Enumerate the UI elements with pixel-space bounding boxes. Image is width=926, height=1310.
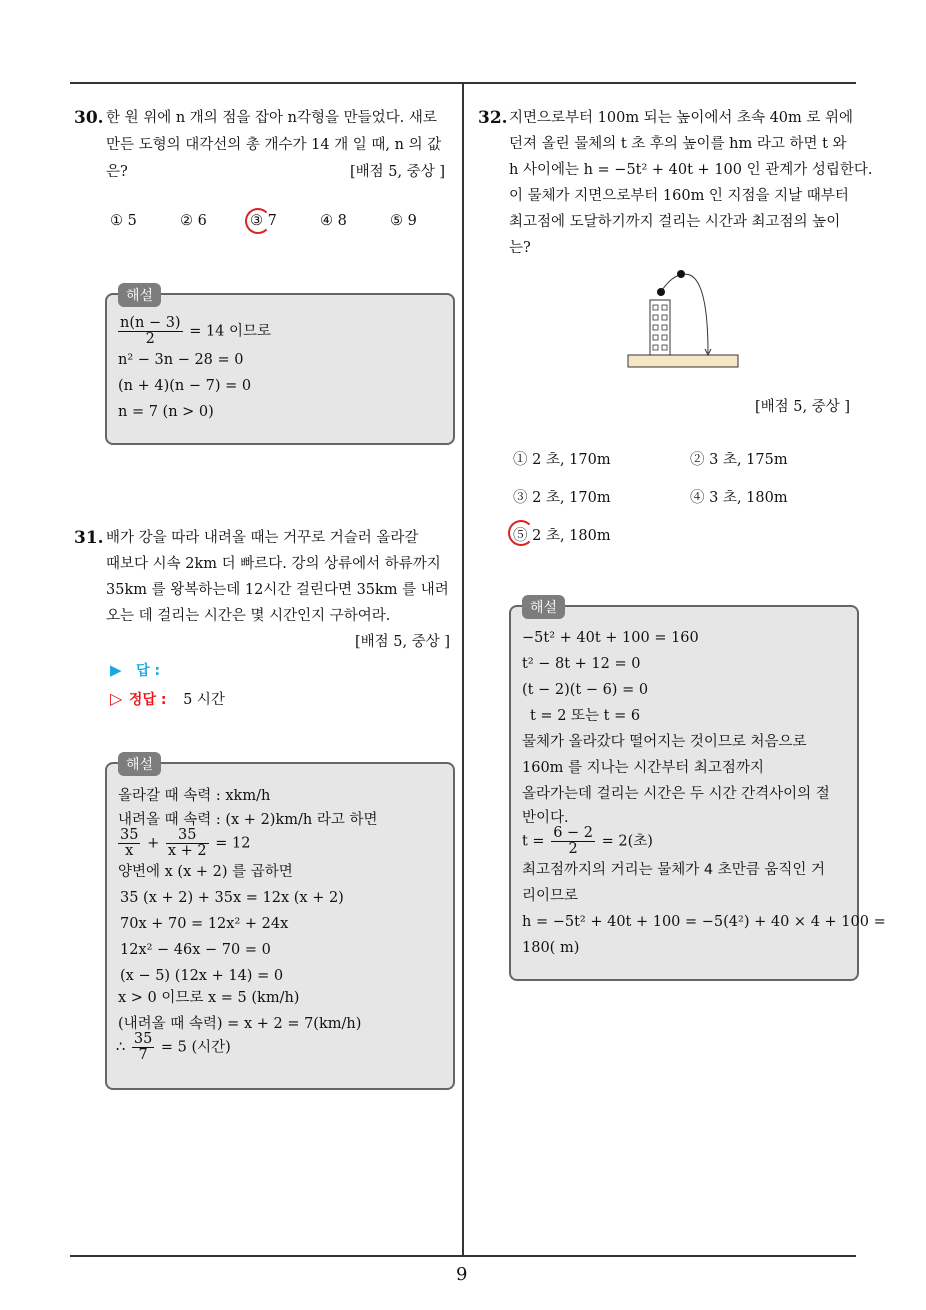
solution-line: t = 2 또는 t = 6 xyxy=(530,708,641,724)
solution-line: t = $\frac{6 - 2}{2}$ = 2(초) xyxy=(522,825,653,857)
solution-line: 반이다. xyxy=(522,810,569,826)
question-text: 오는 데 걸리는 시간은 몇 시간인지 구하여라. xyxy=(106,608,391,624)
question-number: 30. xyxy=(74,108,104,128)
fraction: $\frac{35}{x + 2}$ xyxy=(167,827,207,859)
question-meta: [배점 5, 중상 ] xyxy=(755,399,851,415)
solution-tag: 해설 xyxy=(118,283,161,307)
question-text: 는? xyxy=(509,240,531,256)
question-text: 지면으로부터 100m 되는 높이에서 초속 40m 로 위에 xyxy=(509,110,854,126)
question-text: 배가 강을 따라 내려올 때는 거꾸로 거슬러 올라갈 xyxy=(106,530,419,546)
solution-line: −5t² + 40t + 100 = 160 xyxy=(522,630,699,646)
fraction: $\frac{35}{x}$ xyxy=(120,827,139,859)
solution-line: 양변에 x (x + 2) 를 곱하면 xyxy=(118,864,293,880)
solution-line: 내려올 때 속력 : (x + 2)km/h 라고 하면 xyxy=(118,812,378,828)
solution-line: 35 (x + 2) + 35x = 12x (x + 2) xyxy=(120,890,344,906)
question-meta: [배점 5, 중상 ] xyxy=(350,164,446,180)
bottom-rule xyxy=(70,1255,856,1257)
question-text: 때보다 시속 2km 더 빠르다. 강의 상류에서 하류까지 xyxy=(106,556,441,572)
solution-line: 리이므로 xyxy=(522,888,579,904)
question-text: 이 물체가 지면으로부터 160m 인 지점을 지날 때부터 xyxy=(509,188,849,204)
solution-line: 12x² − 46x − 70 = 0 xyxy=(120,942,271,958)
answer-label: 답 : xyxy=(136,663,161,679)
solution-line: 물체가 올라갔다 떨어지는 것이므로 처음으로 xyxy=(522,734,807,750)
choice[interactable]: ④ 8 xyxy=(320,213,347,229)
solution-line: (내려올 때 속력) = x + 2 = 7(km/h) xyxy=(118,1016,362,1032)
fraction: $\frac{6 - 2}{2}$ xyxy=(553,825,594,857)
answer-row xyxy=(110,660,160,680)
solution-tag: 해설 xyxy=(118,752,161,776)
solution-line: t² − 8t + 12 = 0 xyxy=(522,656,641,672)
solution-line: h = −5t² + 40t + 100 = −5(4²) + 40 × 4 + 100 = xyxy=(522,914,886,930)
solution-line: n² − 3n − 28 = 0 xyxy=(118,352,244,368)
question-text: 던져 올린 물체의 t 초 후의 높이를 hm 라고 하면 t 와 xyxy=(509,136,847,152)
choice[interactable]: ⑤ 9 xyxy=(390,213,417,229)
solution-line: $\frac{35}{x}$ + $\frac{35}{x + 2}$ = 12 xyxy=(120,827,251,859)
fraction: $\frac{35}{7}$ xyxy=(133,1031,153,1063)
question-text: 은? xyxy=(106,164,128,180)
solution-line: x > 0 이므로 x = 5 (km/h) xyxy=(118,990,300,1006)
choice[interactable]: ④ 3 초, 180m xyxy=(690,490,788,506)
question-text: 만든 도형의 대각선의 총 개수가 14 개 일 때, n 의 값 xyxy=(106,137,442,153)
solution-line: (n + 4)(n − 7) = 0 xyxy=(118,378,252,394)
building-trajectory-figure xyxy=(620,265,750,375)
question-text: 한 원 위에 n 개의 점을 잡아 n각형을 만들었다. 새로 xyxy=(106,110,437,126)
solution-tag: 해설 xyxy=(522,595,565,619)
solution-line: n = 7 (n > 0) xyxy=(118,404,214,420)
question-number: 31. xyxy=(74,528,104,548)
answer-mark-circle xyxy=(245,208,271,234)
play-icon: ▶ xyxy=(110,661,122,679)
solution-line: 180( m) xyxy=(522,940,580,956)
choice[interactable]: ⑤ 2 초, 180m xyxy=(513,528,611,544)
choice[interactable]: ① 5 xyxy=(110,213,137,229)
fraction: $\frac{n(n - 3)}{2}$ xyxy=(120,315,181,347)
choice[interactable]: ② 3 초, 175m xyxy=(690,452,788,468)
ground xyxy=(628,355,738,367)
solution-line: 70x + 70 = 12x² + 24x xyxy=(120,916,289,932)
solution-line: (t − 2)(t − 6) = 0 xyxy=(522,682,649,698)
solution-line: $\frac{n(n - 3)}{2}$ = 14 이므로 xyxy=(120,315,272,347)
correct-value: 5 시간 xyxy=(183,692,225,708)
answer-mark-circle xyxy=(508,520,534,546)
page-number: 9 xyxy=(456,1264,468,1285)
question-number: 32. xyxy=(478,108,508,128)
choice[interactable]: ① 2 초, 170m xyxy=(513,452,611,468)
choice[interactable]: ② 6 xyxy=(180,213,207,229)
solution-line: ∴ $\frac{35}{7}$ = 5 (시간) xyxy=(116,1031,231,1063)
ball xyxy=(677,270,685,278)
question-text: 35km 를 왕복하는데 12시간 걸린다면 35km 를 내려 xyxy=(106,582,449,598)
choice[interactable]: ③ 7 xyxy=(250,213,277,229)
outline-triangle-icon: ▷ xyxy=(110,689,123,708)
solution-line: (x − 5) (12x + 14) = 0 xyxy=(120,968,284,984)
question-text: h 사이에는 h = −5t² + 40t + 100 인 관계가 성립한다. xyxy=(509,162,873,178)
question-text: 최고점에 도달하기까지 걸리는 시간과 최고점의 높이 xyxy=(509,214,841,230)
choice[interactable]: ③ 2 초, 170m xyxy=(513,490,611,506)
solution-line: 160m 를 지나는 시간부터 최고점까지 xyxy=(522,760,764,776)
solution-line: 올라가는데 걸리는 시간은 두 시간 간격사이의 절 xyxy=(522,786,830,802)
solution-line: 최고점까지의 거리는 물체가 4 초만큼 움직인 거 xyxy=(522,862,826,878)
column-divider xyxy=(462,84,464,1256)
correct-label: 정답 : xyxy=(128,692,167,708)
question-meta: [배점 5, 중상 ] xyxy=(355,634,451,650)
solution-line: 올라갈 때 속력 : xkm/h xyxy=(118,788,271,804)
ball xyxy=(657,288,665,296)
correct-answer-row xyxy=(110,688,225,709)
